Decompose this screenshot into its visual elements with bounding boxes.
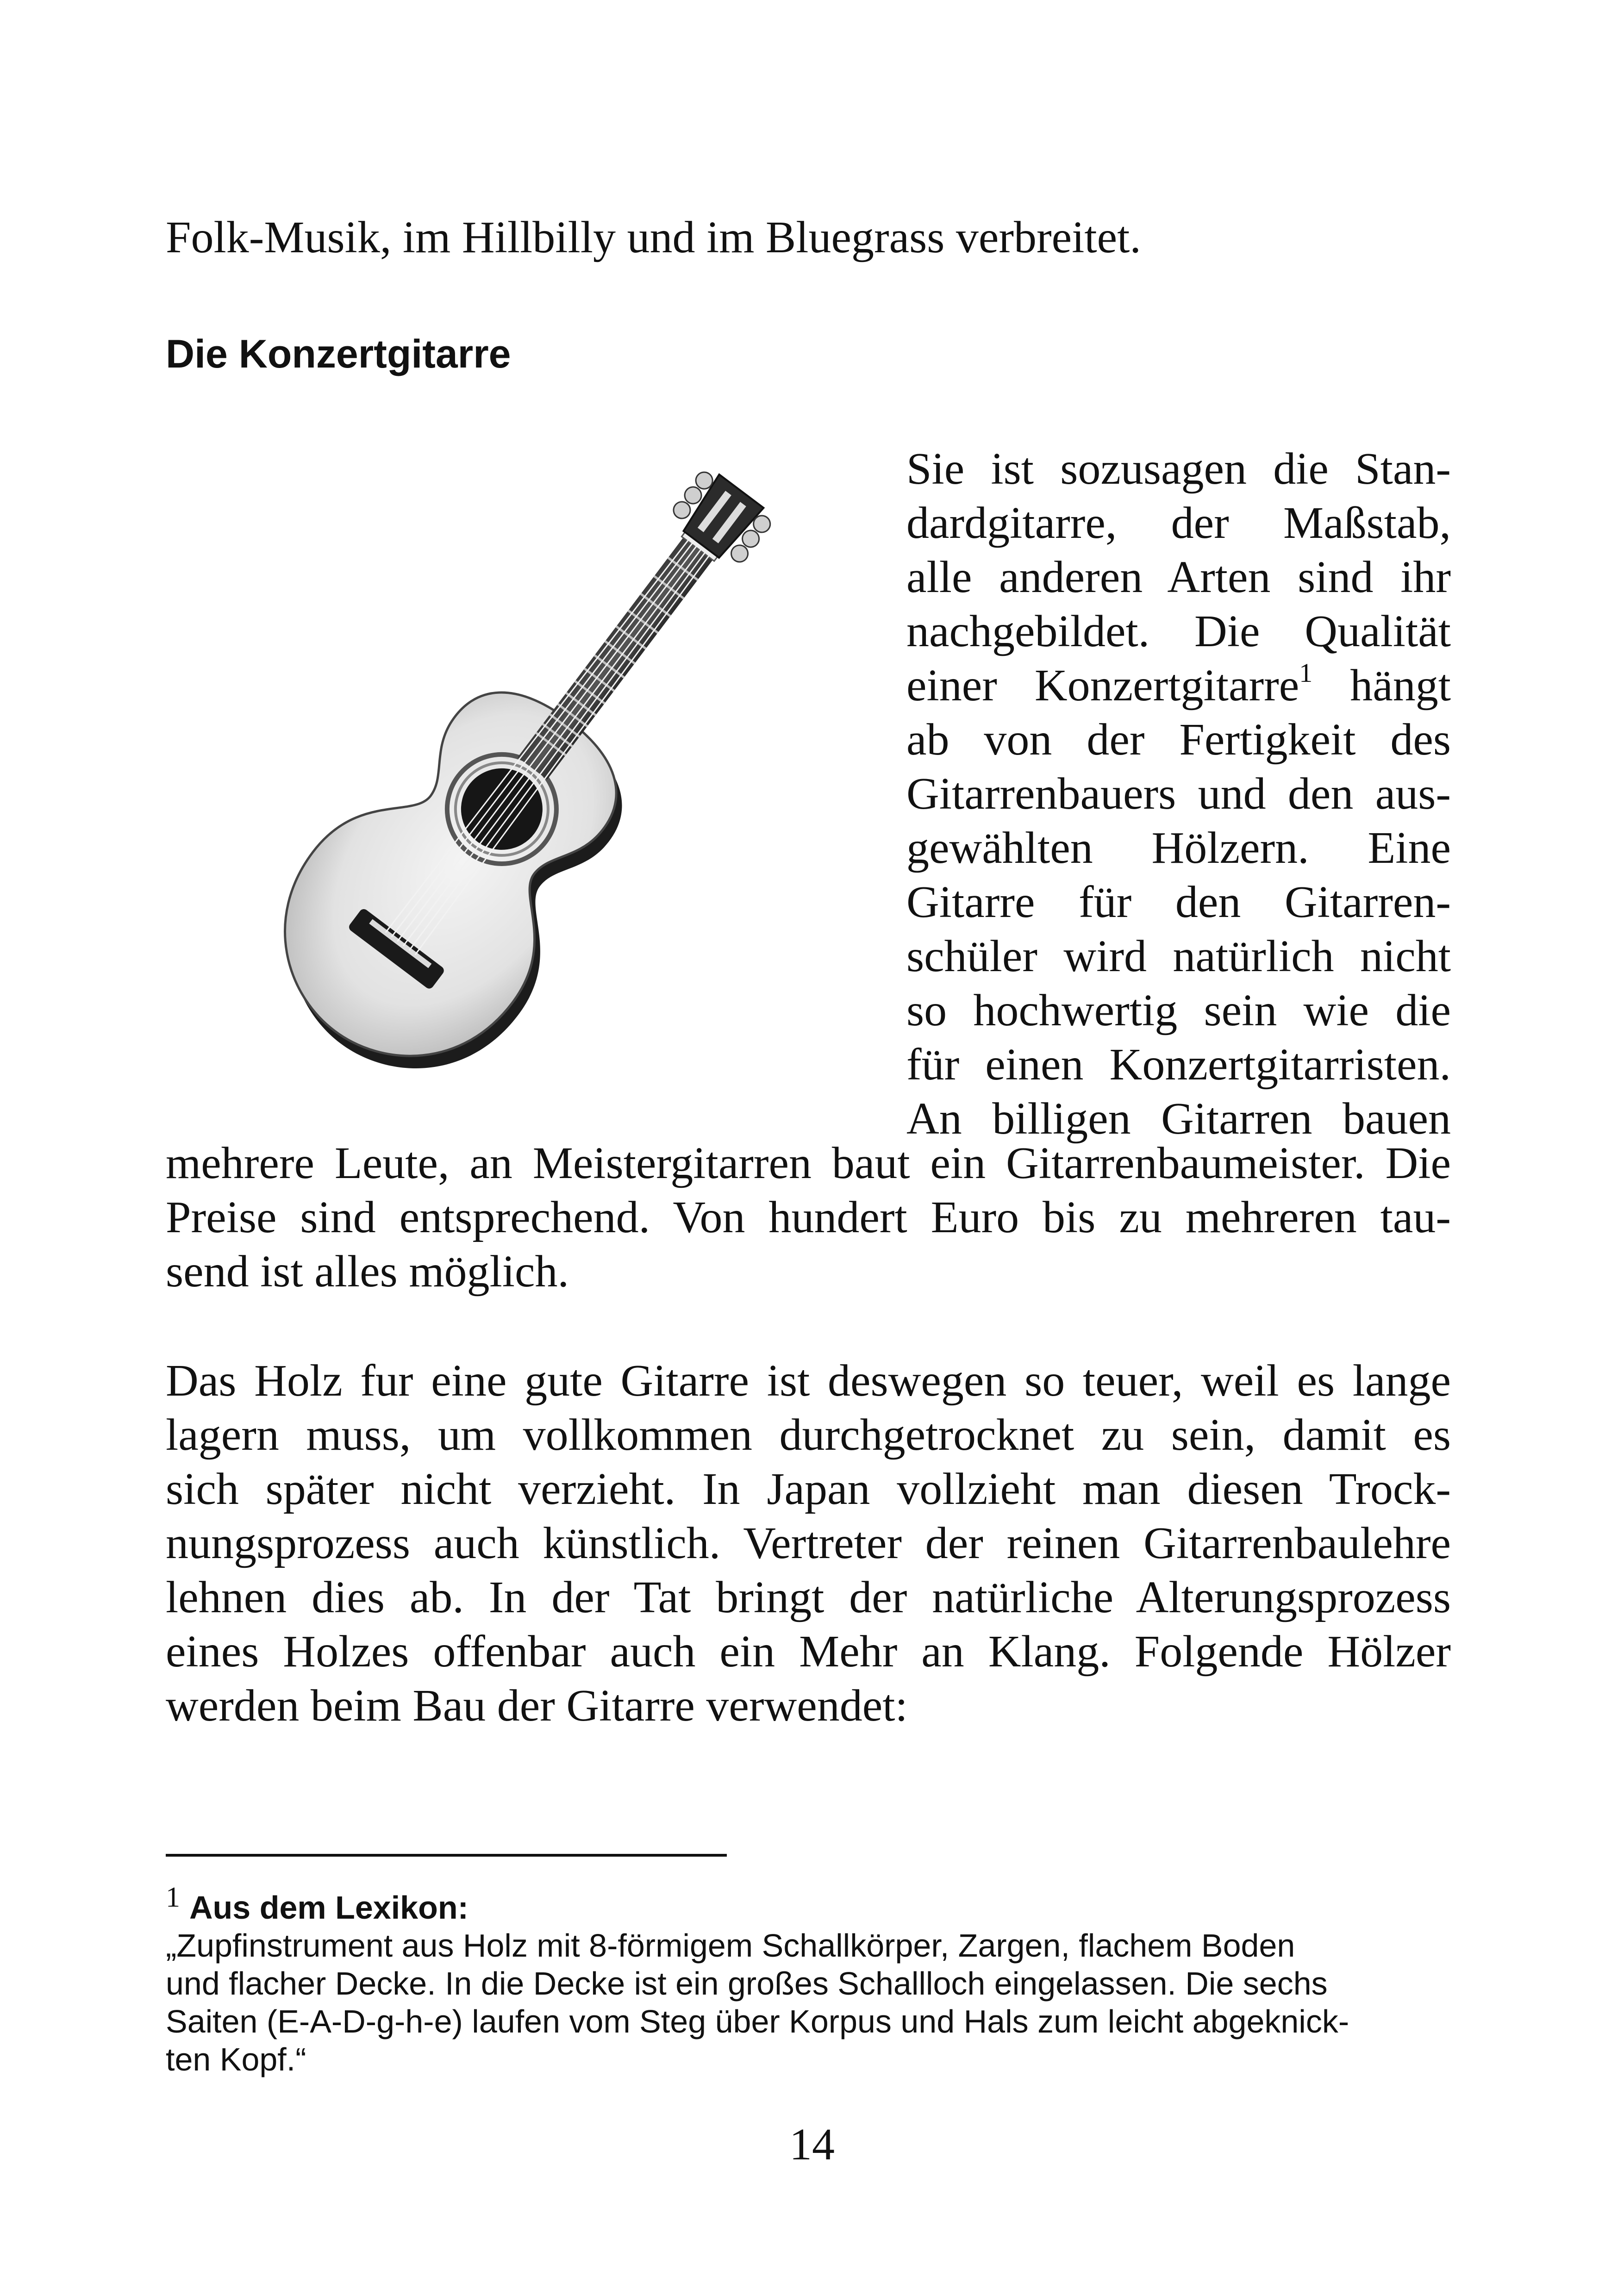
footnote-number: 1 (166, 1882, 180, 1913)
text-segment: hängt (1350, 661, 1451, 711)
text-line: ab von der Fertigkeit des (906, 715, 1451, 765)
text-line: Gitarrenbauers und den aus- (906, 769, 1451, 819)
footnote-reference: 1 (1299, 658, 1313, 688)
footnote (166, 1878, 1451, 2078)
text-line-with-footnote (906, 659, 1451, 713)
text-line: send ist alles möglich. (166, 1247, 569, 1297)
text-line: An billigen Gitarren bauen (906, 1094, 1451, 1144)
text-line: mehrere Leute, an Meistergitarren baut ein Gitarrenbaumeister. Die (166, 1138, 1451, 1188)
text-line: dardgitarre, der Maßstab, (906, 498, 1451, 548)
text-line: Sie ist sozusagen die Stan- (906, 444, 1451, 494)
text-line: gewählten Hölzern. Eine (906, 823, 1451, 873)
page-number: 14 (789, 2120, 835, 2170)
text-line: sich später nicht verzieht. In Japan vollzieht man diesen Trock- (166, 1464, 1451, 1514)
text-line: lagern muss, um vollkommen durchgetrocknet zu sein, damit es (166, 1410, 1451, 1460)
paragraph (166, 1354, 1451, 1733)
text-line: schüler wird natürlich nicht (906, 931, 1451, 981)
footnote-separator (166, 1854, 727, 1857)
footnote-heading (166, 1878, 1451, 1927)
text-line: Preise sind entsprechend. Von hundert Euro bis zu mehreren tau- (166, 1192, 1451, 1242)
text-line: Gitarre für den Gitarren- (906, 877, 1451, 927)
paragraph-side-column (906, 442, 1451, 1146)
text-line: für einen Konzertgitarristen. (906, 1040, 1451, 1090)
footnote-line: und flacher Decke. In die Decke ist ein großes Schallloch eingelassen. Die sechs (166, 1965, 1328, 2002)
classical-guitar-illustration (176, 444, 861, 1129)
text-line: nungsprozess auch künstlich. Vertreter der reinen Gitarrenbaulehre (166, 1518, 1451, 1568)
text-line: so hochwertig sein wie die (906, 985, 1451, 1035)
text-line: nachgebildet. Die Qualität (906, 606, 1451, 656)
footnote-line: „Zupfinstrument aus Holz mit 8-förmigem Schallkörper, Zargen, flachem Boden (166, 1927, 1295, 1964)
text-line: eines Holzes offenbar auch ein Mehr an Klang. Folgende Hölzer (166, 1627, 1451, 1677)
text-line: Das Holz fur eine gute Gitarre ist deswegen so teuer, weil es lange (166, 1356, 1451, 1406)
text-line: werden beim Bau der Gitarre verwendet: (166, 1681, 908, 1731)
footnote-line: Saiten (E-A-D-g-h-e) laufen vom Steg über Korpus und Hals zum leicht abgeknick- (166, 2003, 1349, 2039)
section-heading: Die Konzertgitarre (166, 332, 511, 376)
text-line: Folk-Musik, im Hillbilly und im Bluegrass verbreitet. (166, 212, 1141, 262)
text-segment: einer Konzertgitarre (906, 661, 1299, 711)
text-line: alle anderen Arten sind ihr (906, 552, 1451, 602)
footnote-title: Aus dem Lexikon: (189, 1890, 468, 1926)
paragraph-continuation (166, 1136, 1451, 1299)
continuation-line (166, 211, 1451, 265)
text-line: lehnen dies ab. In der Tat bringt der natürliche Alterungsprozess (166, 1572, 1451, 1622)
footnote-line: ten Kopf.“ (166, 2041, 306, 2077)
